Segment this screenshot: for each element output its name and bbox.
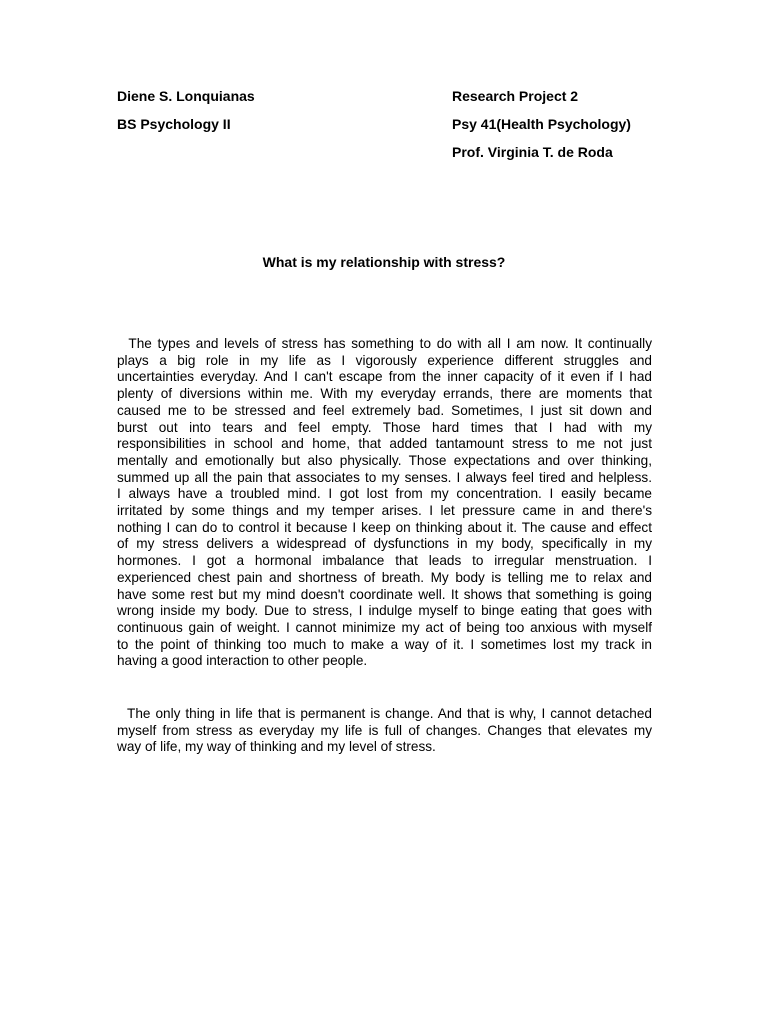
paragraph-line: plenty of diversions within me. With my everyday errands, there are moments that <box>117 386 652 402</box>
paragraph-line: summed up all the pain that associates to my senses. I always feel tired and helpless. <box>117 469 652 485</box>
paragraph-line: I always have a troubled mind. I got lost from my concentration. I easily became <box>117 486 652 502</box>
paragraph-2 <box>117 706 652 756</box>
paragraph-line: myself from stress as everyday my life is full of changes. Changes that elevates my <box>117 722 652 738</box>
professor-name: Prof. Virginia T. de Roda <box>452 144 613 160</box>
project-title: Research Project 2 <box>452 88 579 104</box>
paragraph-line: of my stress delivers a widespread of dysfunctions in my body, specifically in my <box>117 536 652 552</box>
course-name: Psy 41(Health Psychology) <box>452 116 631 132</box>
paragraph-1 <box>117 336 652 670</box>
paragraph-line: hormones. I got a hormonal imbalance that leads to irregular menstruation. I <box>117 553 652 569</box>
paragraph-line: to the point of thinking too much to make a way of it. I sometimes lost my track in <box>117 636 652 652</box>
paragraph-line: have some rest but my mind doesn't coordinate well. It shows that something is going <box>117 586 652 602</box>
paragraph-line: uncertainties everyday. And I can't escape from the inner capacity of it even if I had <box>117 369 652 385</box>
paragraph-line: The types and levels of stress has something to do with all I am now. It continually <box>117 336 652 351</box>
paragraph-line: experienced chest pain and shortness of breath. My body is telling me to relax and <box>117 569 652 585</box>
paragraph-line: continuous gain of weight. I cannot minimize my act of being too anxious with myself <box>117 619 652 635</box>
paragraph-line: having a good interaction to other people. <box>117 653 368 669</box>
paragraph-line: caused me to be stressed and feel extremely bad. Sometimes, I just sit down and <box>117 402 652 418</box>
paragraph-line: The only thing in life that is permanent is change. And that is why, I cannot detached <box>117 706 652 721</box>
paragraph-line: irritated by some things and my temper arises. I let pressure came in and there's <box>117 503 652 519</box>
paragraph-line: way of life, my way of thinking and my level of stress. <box>117 739 436 755</box>
program: BS Psychology II <box>117 116 231 132</box>
paragraph-line: responsibilities in school and home, that added tantamount stress to me not just <box>117 436 652 452</box>
student-name: Diene S. Lonquianas <box>117 88 255 104</box>
paragraph-line: nothing I can do to control it because I keep on thinking about it. The cause and effect <box>117 519 652 535</box>
paragraph-line: burst out into tears and feel empty. Those hard times that I had with my <box>117 419 652 435</box>
paragraph-line: mentally and emotionally but also physically. Those expectations and over thinking, <box>117 452 652 468</box>
paragraph-line: plays a big role in my life as I vigorously experience different struggles and <box>117 352 652 368</box>
paragraph-line: wrong inside my body. Due to stress, I indulge myself to binge eating that goes with <box>117 603 652 619</box>
essay-title: What is my relationship with stress? <box>262 254 506 270</box>
